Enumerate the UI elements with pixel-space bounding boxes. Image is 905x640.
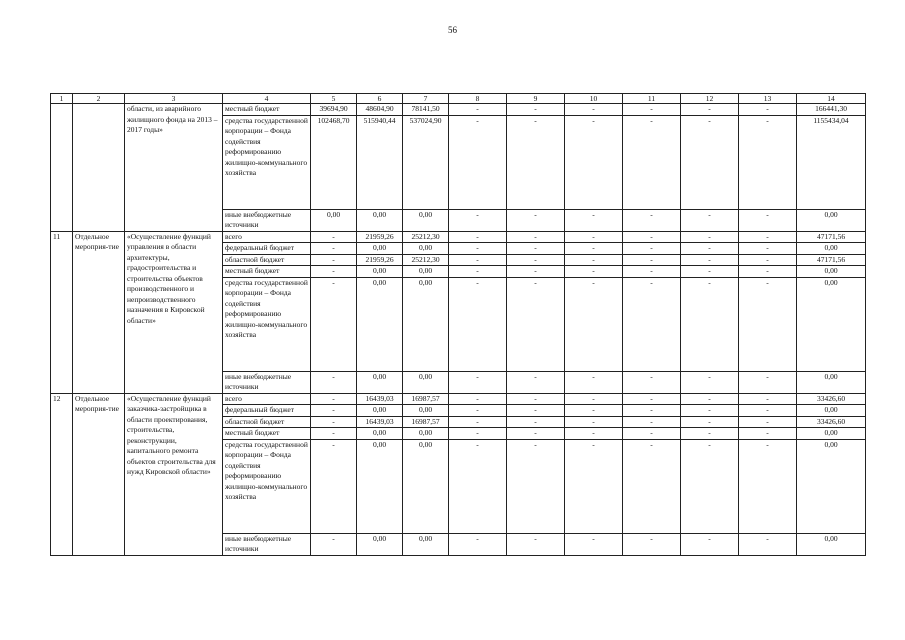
total-cell: 1155434,04 (797, 115, 866, 209)
value-cell: 21959,26 (357, 231, 403, 243)
value-cell: - (739, 405, 797, 417)
total-cell: 0,00 (797, 405, 866, 417)
value-cell: - (565, 416, 623, 428)
value-cell: - (565, 115, 623, 209)
value-cell: - (739, 277, 797, 371)
value-cell: - (507, 533, 565, 555)
total-cell: 0,00 (797, 371, 866, 393)
value-cell: - (507, 428, 565, 440)
value-cell: 0,00 (357, 266, 403, 278)
value-cell: - (623, 371, 681, 393)
total-cell: 47171,56 (797, 231, 866, 243)
value-cell: - (507, 209, 565, 231)
funding-source: средства государственной корпорации – Фонда содействия реформированию жилищно-коммунального хозяйства (223, 115, 311, 209)
total-cell: 0,00 (797, 428, 866, 440)
value-cell: - (565, 243, 623, 255)
value-cell: - (681, 266, 739, 278)
value-cell: - (507, 416, 565, 428)
value-cell: - (623, 393, 681, 405)
column-header: 10 (565, 94, 623, 104)
table-row (51, 393, 866, 405)
total-cell: 33426,60 (797, 393, 866, 405)
value-cell: - (565, 209, 623, 231)
value-cell: - (507, 266, 565, 278)
table-row (51, 104, 866, 116)
value-cell: - (449, 266, 507, 278)
value-cell: 102468,70 (311, 115, 357, 209)
value-cell: - (507, 371, 565, 393)
value-cell: - (623, 243, 681, 255)
value-cell: - (623, 231, 681, 243)
value-cell: - (681, 416, 739, 428)
value-cell: 0,00 (357, 243, 403, 255)
column-header: 13 (739, 94, 797, 104)
value-cell: - (507, 243, 565, 255)
value-cell: - (565, 439, 623, 533)
column-header: 8 (449, 94, 507, 104)
value-cell: - (507, 439, 565, 533)
value-cell: - (311, 243, 357, 255)
value-cell: - (449, 104, 507, 116)
value-cell: - (623, 416, 681, 428)
value-cell: - (681, 533, 739, 555)
column-header: 14 (797, 94, 866, 104)
column-header: 12 (681, 94, 739, 104)
funding-source: иные внебюджетные источники (223, 371, 311, 393)
value-cell: - (311, 439, 357, 533)
value-cell: - (681, 405, 739, 417)
value-cell: - (311, 266, 357, 278)
value-cell: - (681, 115, 739, 209)
total-cell: 0,00 (797, 277, 866, 371)
funding-source: средства государственной корпорации – Фонда содействия реформированию жилищно-коммунального хозяйства (223, 439, 311, 533)
value-cell: - (565, 104, 623, 116)
value-cell: - (681, 393, 739, 405)
value-cell: 78141,50 (403, 104, 449, 116)
value-cell: 0,00 (357, 277, 403, 371)
value-cell: 0,00 (403, 243, 449, 255)
value-cell: - (507, 254, 565, 266)
value-cell: - (565, 428, 623, 440)
row-number-cell: 11 (51, 231, 73, 393)
value-cell: - (681, 209, 739, 231)
value-cell: - (681, 243, 739, 255)
value-cell: - (681, 231, 739, 243)
value-cell: - (449, 231, 507, 243)
value-cell: 48604,90 (357, 104, 403, 116)
value-cell: - (565, 231, 623, 243)
total-cell: 33426,60 (797, 416, 866, 428)
value-cell: - (623, 254, 681, 266)
total-cell: 0,00 (797, 439, 866, 533)
value-cell: 0,00 (403, 439, 449, 533)
value-cell: - (449, 428, 507, 440)
column-header: 6 (357, 94, 403, 104)
value-cell: - (739, 115, 797, 209)
total-cell: 166441,30 (797, 104, 866, 116)
value-cell: 0,00 (403, 405, 449, 417)
value-cell: - (739, 371, 797, 393)
value-cell: 21959,26 (357, 254, 403, 266)
value-cell: 0,00 (357, 533, 403, 555)
value-cell: - (623, 104, 681, 116)
value-cell: - (623, 533, 681, 555)
value-cell: - (623, 439, 681, 533)
funding-source: областной бюджет (223, 254, 311, 266)
column-header: 1 (51, 94, 73, 104)
value-cell: - (681, 254, 739, 266)
value-cell: - (507, 104, 565, 116)
value-cell: 0,00 (403, 266, 449, 278)
column-header: 4 (223, 94, 311, 104)
value-cell: - (739, 209, 797, 231)
value-cell: 16987,57 (403, 393, 449, 405)
row-number-cell (51, 104, 73, 232)
column-header: 2 (73, 94, 125, 104)
value-cell: - (449, 243, 507, 255)
value-cell: - (623, 209, 681, 231)
value-cell: 0,00 (403, 533, 449, 555)
value-cell: - (739, 533, 797, 555)
total-cell: 0,00 (797, 209, 866, 231)
value-cell: - (311, 393, 357, 405)
value-cell: - (449, 416, 507, 428)
value-cell: - (449, 393, 507, 405)
value-cell: - (623, 266, 681, 278)
value-cell: 537024,90 (403, 115, 449, 209)
value-cell: 0,00 (357, 371, 403, 393)
funding-source: областной бюджет (223, 416, 311, 428)
measure-type-cell (73, 104, 125, 232)
value-cell: - (449, 405, 507, 417)
value-cell: - (449, 209, 507, 231)
value-cell: - (311, 416, 357, 428)
value-cell: - (739, 266, 797, 278)
value-cell: 515940,44 (357, 115, 403, 209)
funding-source: местный бюджет (223, 428, 311, 440)
value-cell: 0,00 (357, 439, 403, 533)
measure-name-cell: «Осуществление функций управления в области архитектуры, градостроительства и строительства объектов производственного и непроизводственного назначения в Кировской области» (125, 231, 223, 393)
value-cell: - (739, 231, 797, 243)
column-header: 5 (311, 94, 357, 104)
column-header: 7 (403, 94, 449, 104)
value-cell: - (507, 231, 565, 243)
value-cell: - (565, 405, 623, 417)
value-cell: - (449, 115, 507, 209)
value-cell: - (623, 277, 681, 371)
value-cell: - (507, 115, 565, 209)
funding-source: иные внебюджетные источники (223, 209, 311, 231)
total-cell: 47171,56 (797, 254, 866, 266)
value-cell: - (739, 393, 797, 405)
value-cell: - (311, 533, 357, 555)
value-cell: - (739, 439, 797, 533)
column-header: 11 (623, 94, 681, 104)
value-cell: - (565, 393, 623, 405)
funding-source: всего (223, 393, 311, 405)
value-cell: 16439,03 (357, 416, 403, 428)
value-cell: 0,00 (403, 277, 449, 371)
measure-type-cell: Отдельное мероприя-тие (73, 393, 125, 555)
value-cell: - (623, 115, 681, 209)
header-row (51, 94, 866, 104)
funding-source: средства государственной корпорации – Фонда содействия реформированию жилищно-коммунального хозяйства (223, 277, 311, 371)
total-cell: 0,00 (797, 243, 866, 255)
value-cell: - (739, 428, 797, 440)
column-header: 3 (125, 94, 223, 104)
total-cell: 0,00 (797, 266, 866, 278)
value-cell: 25212,30 (403, 254, 449, 266)
page-number: 56 (448, 25, 457, 35)
budget-table (50, 93, 866, 556)
value-cell: - (565, 277, 623, 371)
value-cell: 0,00 (311, 209, 357, 231)
value-cell: - (565, 371, 623, 393)
value-cell: - (507, 277, 565, 371)
value-cell: - (449, 277, 507, 371)
value-cell: 0,00 (403, 371, 449, 393)
table-row (51, 231, 866, 243)
value-cell: 25212,30 (403, 231, 449, 243)
value-cell: 0,00 (403, 209, 449, 231)
value-cell: - (623, 428, 681, 440)
value-cell: - (449, 371, 507, 393)
value-cell: 16987,57 (403, 416, 449, 428)
value-cell: 0,00 (357, 209, 403, 231)
funding-source: местный бюджет (223, 104, 311, 116)
value-cell: - (565, 533, 623, 555)
measure-name-cell: области, из аварийного жилищного фонда на 2013 – 2017 годы» (125, 104, 223, 232)
value-cell: - (311, 277, 357, 371)
value-cell: - (681, 371, 739, 393)
value-cell: - (681, 104, 739, 116)
value-cell: - (449, 533, 507, 555)
total-cell: 0,00 (797, 533, 866, 555)
value-cell: - (623, 405, 681, 417)
value-cell: - (449, 439, 507, 533)
funding-source: федеральный бюджет (223, 405, 311, 417)
row-number-cell: 12 (51, 393, 73, 555)
measure-type-cell: Отдельное мероприя-тие (73, 231, 125, 393)
value-cell: - (507, 405, 565, 417)
funding-source: федеральный бюджет (223, 243, 311, 255)
value-cell: - (739, 416, 797, 428)
value-cell: - (681, 428, 739, 440)
value-cell: 16439,03 (357, 393, 403, 405)
value-cell: - (565, 266, 623, 278)
value-cell: 0,00 (357, 405, 403, 417)
value-cell: - (739, 254, 797, 266)
value-cell: - (311, 428, 357, 440)
value-cell: - (311, 254, 357, 266)
value-cell: - (739, 243, 797, 255)
value-cell: - (311, 371, 357, 393)
measure-name-cell: «Осуществление функций заказчика-застройщика в области проектирования, строительства, реконструкции, капитального ремонта объектов строительства для нужд Кировской области» (125, 393, 223, 555)
value-cell: - (507, 393, 565, 405)
funding-source: всего (223, 231, 311, 243)
value-cell: - (449, 254, 507, 266)
value-cell: - (681, 277, 739, 371)
column-header: 9 (507, 94, 565, 104)
funding-source: местный бюджет (223, 266, 311, 278)
funding-source: иные внебюджетные источники (223, 533, 311, 555)
value-cell: - (565, 254, 623, 266)
value-cell: 0,00 (403, 428, 449, 440)
value-cell: - (311, 231, 357, 243)
value-cell: - (739, 104, 797, 116)
value-cell: 39694,90 (311, 104, 357, 116)
value-cell: - (681, 439, 739, 533)
value-cell: 0,00 (357, 428, 403, 440)
value-cell: - (311, 405, 357, 417)
